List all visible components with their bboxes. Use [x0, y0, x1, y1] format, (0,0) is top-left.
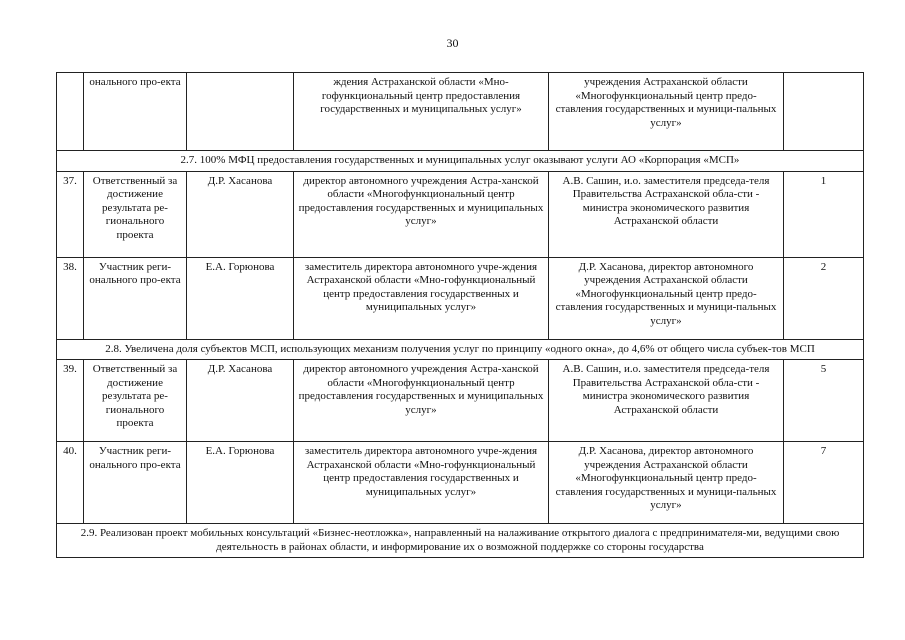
- row-number: 39.: [57, 360, 84, 442]
- supervisor: А.В. Сашин, и.о. заместителя председа-теля Правительства Астраханской обла-сти - министра экономического развития Астраханской области: [549, 360, 784, 442]
- person-name: Д.Р. Хасанова: [187, 171, 294, 257]
- project-role: Ответственный за достижение результата ре-гионального проекта: [84, 360, 187, 442]
- project-role: Ответственный за достижение результата ре-гионального проекта: [84, 171, 187, 257]
- table-row: [57, 360, 864, 442]
- person-position: заместитель директора автономного учре-ждения Астраханской области «Мно-гофункциональный центр предоставления государственных и муниципальных услуг»: [294, 257, 549, 339]
- row-number: 38.: [57, 257, 84, 339]
- table-row-continuation: [57, 73, 864, 151]
- project-role: Участник реги-онального про-екта: [84, 442, 187, 524]
- workload: 1: [784, 171, 864, 257]
- supervisor: А.В. Сашин, и.о. заместителя председа-теля Правительства Астраханской обла-сти - министра экономического развития Астраханской области: [549, 171, 784, 257]
- row-number: 37.: [57, 171, 84, 257]
- supervisor: учреждения Астраханской области «Многофункциональный центр предо-ставления государственных и муници-пальных услуг»: [549, 73, 784, 151]
- person-position: директор автономного учреждения Астра-ханской области «Многофункциональный центр предоставления государственных и муниципальных услуг»: [294, 171, 549, 257]
- person-name: Е.А. Горюнова: [187, 257, 294, 339]
- workload: 2: [784, 257, 864, 339]
- workload: [784, 73, 864, 151]
- person-name: [187, 73, 294, 151]
- section-row-2-8: [57, 339, 864, 360]
- section-row-2-9: [57, 524, 864, 558]
- person-position: директор автономного учреждения Астра-ханской области «Многофункциональный центр предоставления государственных и муниципальных услуг»: [294, 360, 549, 442]
- supervisor: Д.Р. Хасанова, директор автономного учреждения Астраханской области «Многофункциональный центр предо-ставления государственных и муници-пальных услуг»: [549, 442, 784, 524]
- section-row-2-7: [57, 151, 864, 172]
- supervisor: Д.Р. Хасанова, директор автономного учреждения Астраханской области «Многофункциональный центр предо-ставления государственных и муници-пальных услуг»: [549, 257, 784, 339]
- section-title: 2.8. Увеличена доля субъектов МСП, использующих механизм получения услуг по принципу «одного окна», до 4,6% от общего числа субъек-тов МСП: [57, 339, 864, 360]
- project-role: Участник реги-онального про-екта: [84, 257, 187, 339]
- workload: 7: [784, 442, 864, 524]
- section-title: 2.9. Реализован проект мобильных консультаций «Бизнес-неотложка», направленный на налаживание открытого диалога с предпринимателя-ми, ведущими свою деятельность в районах области, и информирование их о возможной поддержке со стороны государства: [57, 524, 864, 558]
- page-number: 30: [446, 36, 459, 50]
- table-row: [57, 442, 864, 524]
- workload: 5: [784, 360, 864, 442]
- table-row: [57, 257, 864, 339]
- person-name: Д.Р. Хасанова: [187, 360, 294, 442]
- person-position: заместитель директора автономного учре-ждения Астраханской области «Мно-гофункциональный центр предоставления государственных и муниципальных услуг»: [294, 442, 549, 524]
- section-title: 2.7. 100% МФЦ предоставления государственных и муниципальных услуг оказывают услуги АО «Корпорация «МСП»: [57, 151, 864, 172]
- table-row: [57, 171, 864, 257]
- row-number: 40.: [57, 442, 84, 524]
- row-number: [57, 73, 84, 151]
- person-name: Е.А. Горюнова: [187, 442, 294, 524]
- responsibility-table: [56, 72, 864, 558]
- person-position: ждения Астраханской области «Мно-гофункциональный центр предоставления государственных и муниципальных услуг»: [294, 73, 549, 151]
- project-role: онального про-екта: [84, 73, 187, 151]
